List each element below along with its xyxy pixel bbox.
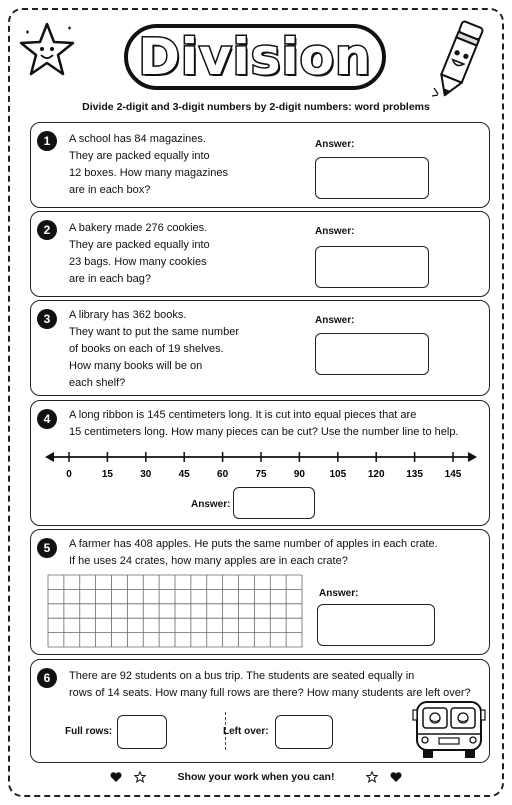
school-bus-icon <box>411 696 487 762</box>
question-text <box>69 307 239 392</box>
question-card-6 <box>30 659 490 763</box>
question-line: each shelf? <box>69 377 126 389</box>
left-arrow-icon <box>45 452 54 462</box>
number-line-label: 105 <box>329 469 347 480</box>
question-text <box>69 131 228 199</box>
question-text <box>69 220 210 288</box>
answer-label: Answer: <box>315 315 355 326</box>
full-rows-box[interactable] <box>117 715 167 749</box>
heart-icon <box>390 771 402 783</box>
answer-label: Answer: <box>315 139 355 150</box>
subtitle: Divide 2-digit and 3-digit numbers by 2-digit numbers: word problems <box>82 101 430 113</box>
question-line: There are 92 students on a bus trip. The students are seated equally in <box>69 670 415 682</box>
answer-label: Answer: <box>315 226 355 237</box>
question-number: 1 <box>37 131 57 151</box>
page-title: Division <box>138 28 372 86</box>
number-line-label: 0 <box>66 469 72 480</box>
question-line: If he uses 24 crates, how many apples are in each crate? <box>69 555 348 567</box>
question-card-5 <box>30 529 490 655</box>
footer <box>0 767 512 787</box>
answer-box[interactable] <box>317 604 435 646</box>
answer-box[interactable] <box>315 157 429 199</box>
question-line: A farmer has 408 apples. He puts the same number of apples in each crate. <box>69 538 438 550</box>
question-number: 5 <box>37 538 57 558</box>
question-line: A long ribbon is 145 centimeters long. It is cut into equal pieces that are <box>69 409 417 421</box>
title-bubble <box>124 24 386 90</box>
answer-label: Answer: <box>319 588 359 599</box>
number-line-label: 75 <box>255 469 267 480</box>
header <box>0 0 512 118</box>
question-line: They want to put the same number <box>69 326 239 338</box>
question-line: They are packed equally into <box>69 239 210 251</box>
question-number: 2 <box>37 220 57 240</box>
answer-box[interactable] <box>315 333 429 375</box>
number-line-label: 90 <box>293 469 305 480</box>
number-line-label: 135 <box>406 469 423 480</box>
number-line-label: 60 <box>217 469 229 480</box>
star-icon <box>366 771 378 783</box>
number-line-label: 15 <box>101 469 113 480</box>
question-text <box>69 536 438 570</box>
question-number: 3 <box>37 309 57 329</box>
footer-text: Show your work when you can! <box>177 771 335 783</box>
number-line-label: 120 <box>367 469 385 480</box>
left-over-box[interactable] <box>275 715 333 749</box>
right-arrow-icon <box>468 452 477 462</box>
question-text <box>69 407 459 441</box>
question-card-3 <box>30 300 490 396</box>
question-line: are in each box? <box>69 184 151 196</box>
pencil-character-icon <box>428 18 490 102</box>
question-line: A school has 84 magazines. <box>69 133 206 145</box>
answer-box[interactable] <box>315 246 429 288</box>
number-line-label: 145 <box>444 469 462 480</box>
number-line-label: 45 <box>178 469 190 480</box>
smiling-star-icon <box>18 20 76 82</box>
number-line-label: 30 <box>140 469 152 480</box>
question-card-2 <box>30 211 490 297</box>
work-grid[interactable] <box>47 574 303 648</box>
question-line: 15 centimeters long. How many pieces can be cut? Use the number line to help. <box>69 426 459 438</box>
question-number: 4 <box>37 409 57 429</box>
question-line: of books on each of 19 shelves. <box>69 343 224 355</box>
number-line <box>45 441 477 481</box>
question-line: They are packed equally into <box>69 150 210 162</box>
question-line: are in each bag? <box>69 273 151 285</box>
answer-label: Answer: <box>191 499 231 510</box>
question-line: 12 boxes. How many magazines <box>69 167 228 179</box>
left-over-label: Left over: <box>223 726 269 737</box>
question-card-4 <box>30 400 490 526</box>
star-icon <box>134 771 146 783</box>
answer-box[interactable] <box>233 487 315 519</box>
question-number: 6 <box>37 668 57 688</box>
question-line: How many books will be on <box>69 360 203 372</box>
heart-icon <box>110 771 122 783</box>
question-card-1 <box>30 122 490 208</box>
question-line: rows of 14 seats. How many full rows are there? How many students are left over? <box>69 687 471 699</box>
question-line: A library has 362 books. <box>69 309 187 321</box>
full-rows-label: Full rows: <box>65 726 113 737</box>
question-line: A bakery made 276 cookies. <box>69 222 208 234</box>
question-line: 23 bags. How many cookies <box>69 256 207 268</box>
